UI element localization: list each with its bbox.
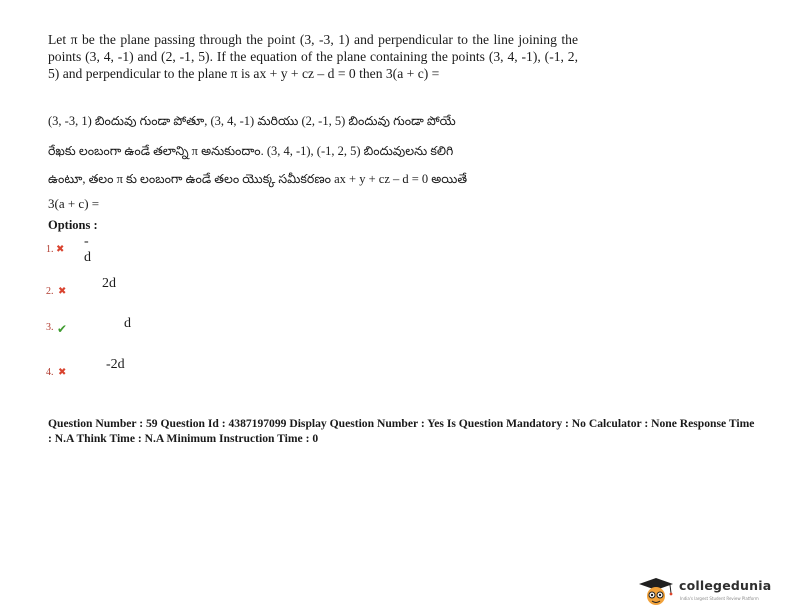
wrong-mark-icon: ✖ [56,244,65,255]
graduate-mascot-icon [637,576,675,606]
brand-tagline: India's largest Student Review Platform [680,596,759,601]
option-number: 1. [46,244,54,255]
question-text-english: Let π be the plane passing through the point (3, -3, 1) and perpendicular to the line joining the points (3, 4, -1) and (2, -1, 5). If the equation of the plane containing the points (3, 4, -1), (-1, 2, 5) and perpendicular to the plane π is ax + y + cz – d = 0 then 3(a + c) = [48,32,578,81]
question-text-telugu-line-2: రేఖకు లంబంగా ఉండే తలాన్ని π అనుకుందాం. (3, 4, -1), (-1, 2, 5) బిందువులను కలిగి [48,144,454,158]
option-number: 3. [46,322,54,333]
correct-mark-icon: ✔ [57,322,68,336]
wrong-mark-icon: ✖ [58,286,67,297]
question-text-telugu-line-4: 3(a + c) = [48,196,100,211]
option-number: 2. [46,286,54,297]
option-text: 2d [102,276,116,291]
option-number: 4. [46,367,54,378]
question-text-telugu-line-3: ఉంటూ, తలం π కు లంబంగా ఉండే తలం యొక్క సమీకరణం ax + y + cz – d = 0 అయితే [48,172,468,186]
brand-name: collegedunia [679,578,772,593]
option-text: -d [84,234,91,265]
options-heading: Options : [48,218,98,232]
brand-watermark [637,576,787,606]
wrong-mark-icon: ✖ [58,367,67,378]
question-metadata: Question Number : 59 Question Id : 4387197099 Display Question Number : Yes Is Question Mandatory : No Calculator : None Response Time : N.A Think Time : N.A Minimum Instruction Time : 0 [48,417,755,445]
option-text: -2d [106,357,125,372]
question-text-telugu-line-1: (3, -3, 1) బిందువు గుండా పోతూ, (3, 4, -1) మరియు (2, -1, 5) బిందువు గుండా పోయే [48,114,456,128]
option-text: d [124,316,131,331]
